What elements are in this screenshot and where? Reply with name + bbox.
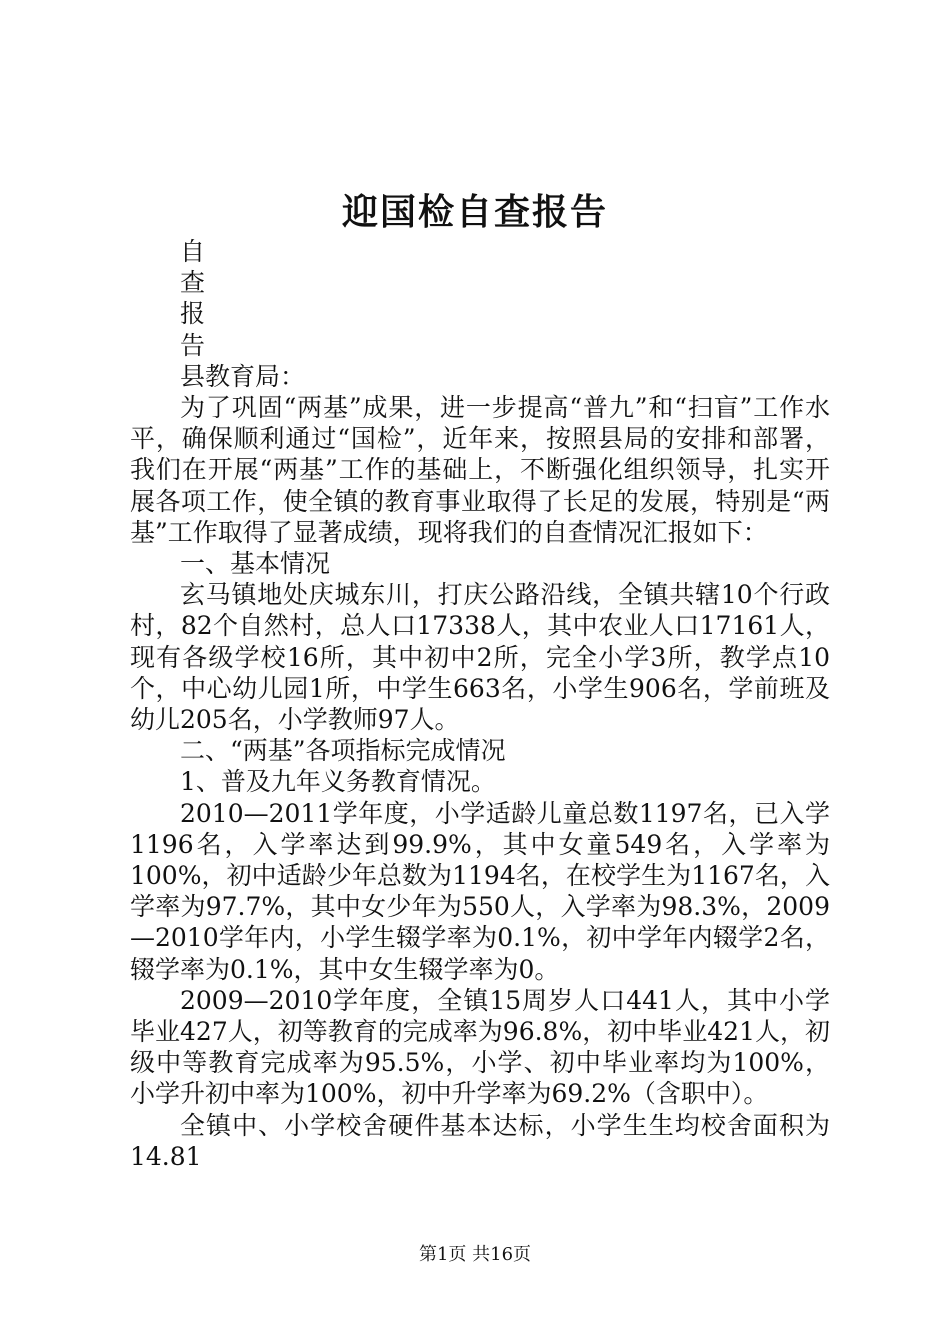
paragraph-enrollment: 2010—2011学年度，小学适龄儿童总数1197名，已入学1196名，入学率达到99.9%，其中女童549名，入学率为100%，初中适龄少年总数为1194名，在校学生为1167名，入学率为97.7%，其中女少年为550人，入学率为98.3%，2009—2010学年内，小学生辍学率为0.1%，初中学年内辍学2名，辍学率为0.1%，其中女生辍学率为0。 [130, 798, 830, 984]
subsection-heading-compulsory: 1、普及九年义务教育情况。 [180, 767, 496, 797]
section-heading-indicators: 二、“两基”各项指标完成情况 [180, 736, 506, 766]
paragraph-completion: 2009—2010学年度，全镇15周岁人口441人，其中小学毕业427人，初等教育的完成率为96.8%，初中毕业421人，初级中等教育完成率为95.5%，小学、初中毕业率均为100%，小学升初中率为100%，初中升学率为69.2%（含职中）。 [130, 985, 830, 1109]
salutation: 县教育局： [180, 361, 306, 391]
page-footer: 第1页 共16页 [418, 1244, 532, 1265]
document-title: 迎国检自查报告 [341, 191, 608, 233]
vertical-heading-char: 告 [180, 330, 206, 360]
vertical-heading [130, 236, 830, 361]
paragraph-intro: 为了巩固“两基”成果，进一步提高“普九”和“扫盲”工作水平，确保顺利通过“国检”，近年来，按照县局的安排和部署，我们在开展“两基”工作的基础上，不断强化组织领导，扎实开展各项工作，使全镇的教育事业取得了长足的发展，特别是“两基”工作取得了显著成绩，现将我们的自查情况汇报如下： [130, 393, 830, 547]
vertical-heading-char: 自 [180, 237, 206, 266]
section-heading-basic: 一、基本情况 [180, 549, 331, 579]
paragraph-facilities: 全镇中、小学校舍硬件基本达标，小学生生均校舍面积为14.81 [130, 1110, 830, 1171]
vertical-heading-char: 查 [180, 268, 206, 298]
vertical-heading-char: 报 [180, 299, 206, 329]
document-body [130, 236, 830, 1172]
paragraph-basic-info: 玄马镇地处庆城东川，打庆公路沿线，全镇共辖10个行政村，82个自然村，总人口17338人，其中农业人口17161人，现有各级学校16所，其中初中2所，完全小学3所，教学点10个，中心幼儿园1所，中学生663名，小学生906名，学前班及幼儿205名，小学教师97人。 [130, 580, 830, 735]
